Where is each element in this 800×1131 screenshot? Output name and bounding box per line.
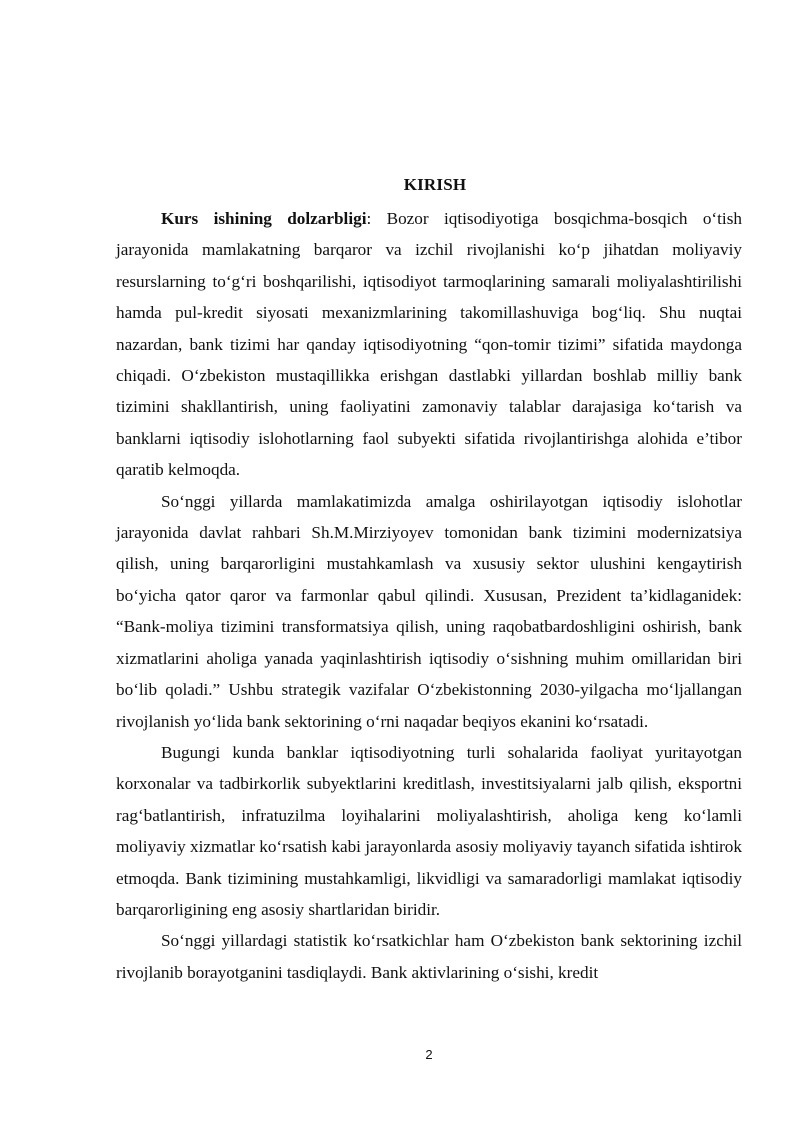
- paragraph-lead: Kurs ishining dolzarbligi: [161, 209, 367, 228]
- paragraph-text: Bugungi kunda banklar iqtisodiyotning turli sohalarida faoliyat yuritayotgan korxonalar va tadbirkorlik subyektlarini kreditlash, investitsiyalarni jalb qilish, eksportni ragʻbatlantirish, infratuzilma loyihalarini moliyalashtirish, aholiga keng koʻlamli moliyaviy xizmatlar koʻrsatish kabi jarayonlarda asosiy moliyaviy tayanch sifatida ishtirok etmoqda. Bank tizimining mustahkamligi, likvidligi va samaradorligi mamlakat iqtisodiy barqarorligining eng asosiy shartlaridan biridir.: [116, 742, 742, 919]
- body-text: [116, 203, 742, 988]
- paragraph-text: : Bozor iqtisodiyotiga bosqichma-bosqich oʻtish jarayonida mamlakatning barqaror va izchil rivojlanishi koʻp jihatdan moliyaviy resurslarning toʻgʻri boshqarilishi, iqtisodiyot tarmoqlarining samarali moliyalashtirilishi hamda pul-kredit siyosati mexanizmlarining takomillashuviga bogʻliq. Shu nuqtai nazardan, bank tizimi har qanday iqtisodiyotning “qon-tomir tizimi” sifatida maydonga chiqadi. Oʻzbekiston mustaqillikka erishgan dastlabki yillardan boshlab milliy bank tizimini shakllantirish, uning faoliyatini zamonaviy talablar darajasiga koʻtarish va banklarni iqtisodiy islohotlarning faol subyekti sifatida rivojlantirishga alohida e’tibor qaratib kelmoqda.: [116, 209, 742, 480]
- paragraph: [116, 486, 742, 737]
- paragraph: [116, 203, 742, 486]
- paragraph-text: Soʻnggi yillardagi statistik koʻrsatkichlar ham Oʻzbekiston bank sektorining izchil rivojlanib borayotganini tasdiqlaydi. Bank aktivlarining oʻsishi, kredit: [116, 931, 742, 982]
- paragraph-text: Soʻnggi yillarda mamlakatimizda amalga oshirilayotgan iqtisodiy islohotlar jarayonida davlat rahbari Sh.M.Mirziyoyev tomonidan bank tizimini modernizatsiya qilish, uning barqarorligini mustahkamlash va xususiy sektor ulushini kengaytirish boʻyicha qator qaror va farmonlar qabul qilindi. Xususan, Prezident ta’kidlaganidek: “Bank-moliya tizimini transformatsiya qilish, uning raqobatbardoshligini oshirish, bank xizmatlarini aholiga yanada yaqinlashtirish iqtisodiy oʻsishning muhim omillaridan biri boʻlib qoladi.” Ushbu strategik vazifalar Oʻzbekistonning 2030-yilgacha moʻljallangan rivojlanish yoʻlida bank sektorining oʻrni naqadar beqiyos ekanini koʻrsatadi.: [116, 491, 742, 731]
- section-heading: KIRISH: [403, 175, 467, 194]
- paragraph: [116, 737, 742, 925]
- page-number: 2: [425, 1047, 433, 1062]
- paragraph: [116, 925, 742, 988]
